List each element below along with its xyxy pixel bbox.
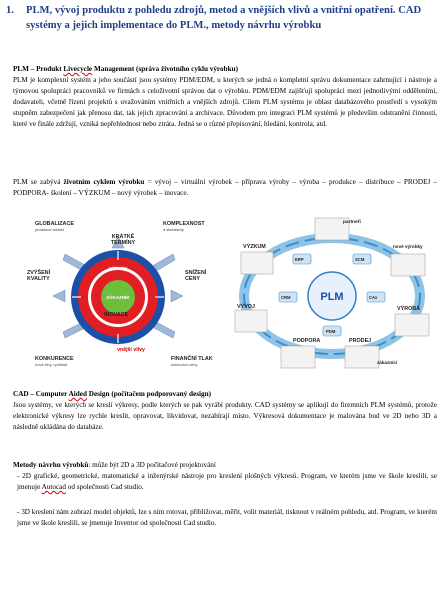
arrow-left xyxy=(53,290,65,302)
heading-number: 1. xyxy=(6,5,14,16)
label-financni-tlak: FINANČNÍ TLAK snižování ceny xyxy=(171,356,213,367)
outer-influences-label: vnější vlivy xyxy=(117,347,145,353)
label-konkurence: KONKURENCE nové trhy, rychlost xyxy=(35,356,74,367)
methods-bullet-3d: - 3D kreslení nám zobrazí model objektů, lze s ním rotovat, přibližovat, měřit, volit materiál, tisknout v reálném pohledu, atd. Program, ve kterém jsme ve škole kreslili, se jmenuje Inventor od společnosti Cad studio. xyxy=(17,508,437,527)
label-zakaznici: zákazníci xyxy=(377,360,398,365)
methods-bullet-2d: - 2D grafické, geometrické, matematické a inženýrské nástroje pro kreslení plošných výkresů. Program, ve kterém jsme ve škole kreslili, se jmenuje Autocad od společnosti Cad studio. xyxy=(17,472,437,491)
cad-paragraph: Jsou systémy, ve kterých se kreslí výkresy, podle kterých se pak vyrábí produkty. CAD systémy se aplikují do firemních PLM systémů, protože elektronické výkresy lze rychle kreslit, opravovat, likvidovat, nezabírají místo. Výkresová dokumentace je malována bud ve 2D nebo 3D a následně ukládána do databáze. xyxy=(13,400,437,431)
cad-section xyxy=(13,389,437,433)
label-vyzkum: VÝZKUM xyxy=(243,244,266,250)
label-zvyseni-kvality: ZVÝŠENÍ KVALITY xyxy=(27,270,51,282)
label-partneri: partneři xyxy=(343,220,361,225)
spelling-underline-word: Livecycle xyxy=(63,65,93,73)
label-pdm: PDM xyxy=(326,329,336,334)
plm-lifecycle-diagram xyxy=(227,214,437,378)
label-scm: SCM xyxy=(355,257,365,262)
spelling-underline-word: Aided xyxy=(68,390,87,398)
label-komplexnost: KOMPLEXNOST a standardy xyxy=(163,221,205,232)
heading-text: PLM, vývoj produktu z pohledu zdrojů, metod a vnějších vlivů a vnitřní opatření. CAD systémy a jejich implementace do PLM., metody návrhu výrobku xyxy=(26,5,422,31)
label-nove-vyrobky: nové výrobky xyxy=(393,244,423,249)
label-prodej: PRODEJ xyxy=(349,338,372,344)
lifecycle-paragraph: PLM se zabývá životním cyklem výrobku = vývoj – virtuální výrobek – příprava výroby – výroba – produkce – distribuce – PRODEJ – PODPORA- školení – VÝZKUM – nový výrobek – inovace. xyxy=(13,178,437,197)
label-vyvoj: VÝVOJ xyxy=(237,304,255,310)
label-crm: CRM xyxy=(281,295,291,300)
label-erp: ERP xyxy=(295,257,304,262)
label-inovace: INOVACE xyxy=(104,312,129,318)
label-globalizace: GLOBALIZACE produkce lokální xyxy=(35,221,74,232)
plm-figures xyxy=(13,214,437,378)
plm-title: PLM – Produkt Livecycle Management (správa životního cyklu výrobku) xyxy=(13,65,238,73)
arrow-right xyxy=(171,290,183,302)
plm-paragraph: PLM je komplexní systém a jeho součástí jsou systémy PDM/EDM, u kterých se jedná o kompletní správu dokumentace zahrnující i nástroje a týmovou spolupráci pracovníků ve firmách s celoživotní správou dat o výrobku. PDM/EDM zajišťují spolupráci mezi jednotlivými odděleními, dodavateli, včetně řízení projektů s uvažováním vnitřních a vnějších zdrojů. Cílem PLM systému je oblast databázového prostředí s vysokým stupněm zabezpečení jak přenosu dat, tak jejich zpracování a archivace. Důvodem pro integraci PLM systémů je především odstranění činností, které ve finále zdržují, vzniká nepřehlednost nebo ztráta. Jedná se o různé přepisování, hledání, kontrola, atd. xyxy=(13,75,437,128)
plm-hub-label: PLM xyxy=(320,291,344,303)
label-snizeni-ceny: SNÍŽENÍ CENY xyxy=(185,270,207,282)
spelling-underline-word: Autocad xyxy=(41,482,66,491)
inner-ring-label: vnitřní vlivy xyxy=(108,266,128,270)
label-podpora: PODPORA xyxy=(293,338,321,344)
cad-title: CAD – Computer Aided Design (počítačem podporovaný design) xyxy=(13,390,212,398)
plm-section xyxy=(13,64,437,129)
label-kratke-terminy: KRÁTKÉ TERMÍNY xyxy=(110,234,136,246)
label-cax: CAx xyxy=(369,295,378,300)
center-label: ZÁKAZNÍK xyxy=(106,295,130,300)
methods-title: Metody návrhu výrobků: může být 2D a 3D počítačové projektování xyxy=(13,461,216,469)
label-vyroba: VÝROBA xyxy=(397,306,421,312)
